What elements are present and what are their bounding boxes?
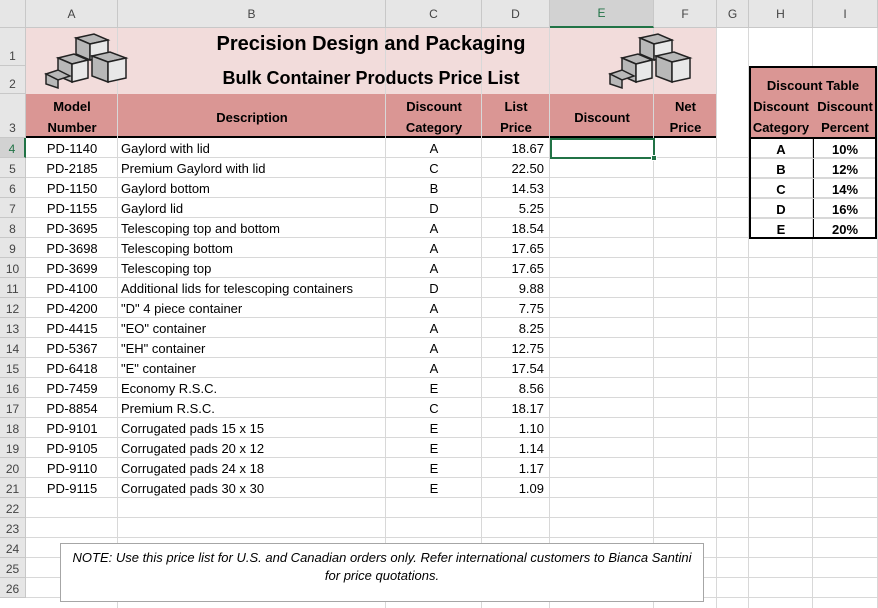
cell-model-number[interactable]: PD-4100 — [46, 280, 98, 296]
row-header-15[interactable]: 15 — [0, 358, 26, 378]
discount-table-percent[interactable]: 16% — [831, 201, 859, 217]
cell-discount-category[interactable]: A — [429, 220, 439, 236]
cell-list-price[interactable]: 1.17 — [518, 460, 544, 476]
header-description[interactable]: Description — [216, 109, 288, 125]
cell-model-number[interactable]: PD-7459 — [46, 380, 98, 396]
cell-model-number[interactable]: PD-4200 — [46, 300, 98, 316]
cell-list-price[interactable]: 17.54 — [511, 360, 544, 376]
discount-table-category[interactable]: E — [776, 221, 786, 237]
cell-model-number[interactable]: PD-1140 — [46, 140, 98, 156]
discount-table-category[interactable]: B — [776, 161, 786, 177]
row-header-19[interactable]: 19 — [0, 438, 26, 458]
cell-list-price[interactable]: 18.67 — [511, 140, 544, 156]
discount-table-category[interactable]: C — [776, 181, 786, 197]
discount-table-category[interactable]: A — [776, 141, 786, 157]
discount-table-percent[interactable]: 12% — [831, 161, 859, 177]
column-header-h[interactable]: H — [749, 0, 813, 28]
discount-table-title: Discount Table — [766, 77, 860, 93]
cell-list-price[interactable]: 9.88 — [518, 280, 544, 296]
column-header-d[interactable]: D — [482, 0, 550, 28]
select-all-corner[interactable] — [0, 0, 26, 28]
cell-model-number[interactable]: PD-1150 — [46, 180, 98, 196]
cell-list-price[interactable]: 17.65 — [511, 260, 544, 276]
cell-model-number[interactable]: PD-3699 — [46, 260, 98, 276]
cell-discount-category[interactable]: E — [429, 480, 439, 496]
row-header-23[interactable]: 23 — [0, 518, 26, 538]
cell-description[interactable]: Premium R.S.C. — [121, 400, 215, 416]
row-header-2[interactable]: 2 — [0, 66, 26, 94]
header-discount-category[interactable]: Discount Category — [405, 99, 463, 135]
cell-discount-category[interactable]: E — [429, 460, 439, 476]
cell-list-price[interactable]: 1.10 — [518, 420, 544, 436]
cell-discount-category[interactable]: B — [429, 180, 439, 196]
cell-model-number[interactable]: PD-9105 — [46, 440, 98, 456]
cell-model-number[interactable]: PD-2185 — [46, 160, 98, 176]
column-header-c[interactable]: C — [386, 0, 482, 28]
price-list-note[interactable]: NOTE: Use this price list for U.S. and Canadian orders only. Refer international customers to Bianca Santini for price quotations. — [60, 543, 704, 602]
header-net-price[interactable]: Net Price — [669, 99, 702, 135]
cell-description[interactable]: Telescoping bottom — [121, 240, 234, 256]
cell-description[interactable]: Corrugated pads 20 x 12 — [121, 440, 265, 456]
gridline-horizontal — [26, 537, 878, 538]
discount-table-percent[interactable]: 20% — [831, 221, 859, 237]
row-header-4[interactable]: 4 — [0, 138, 26, 158]
cell-discount-category[interactable]: E — [429, 380, 439, 396]
cell-list-price[interactable]: 17.65 — [511, 240, 544, 256]
cell-description[interactable]: Corrugated pads 24 x 18 — [121, 460, 265, 476]
discount-table-percent[interactable]: 10% — [831, 141, 859, 157]
discount-table-category[interactable]: D — [776, 201, 786, 217]
cell-model-number[interactable]: PD-6418 — [46, 360, 98, 376]
row-header-12[interactable]: 12 — [0, 298, 26, 318]
row-header-6[interactable]: 6 — [0, 178, 26, 198]
row-header-18[interactable]: 18 — [0, 418, 26, 438]
cell-discount-category[interactable]: E — [429, 420, 439, 436]
gridline-horizontal — [26, 517, 878, 518]
row-header-21[interactable]: 21 — [0, 478, 26, 498]
header-discount[interactable]: Discount — [574, 109, 630, 125]
row-header-5[interactable]: 5 — [0, 158, 26, 178]
cell-model-number[interactable]: PD-9101 — [46, 420, 98, 436]
cell-discount-category[interactable]: C — [429, 400, 439, 416]
fill-handle[interactable] — [651, 155, 657, 161]
row-header-9[interactable]: 9 — [0, 238, 26, 258]
cell-description[interactable]: Premium Gaylord with lid — [121, 160, 266, 176]
row-header-11[interactable]: 11 — [0, 278, 26, 298]
row-header-13[interactable]: 13 — [0, 318, 26, 338]
cell-list-price[interactable]: 5.25 — [518, 200, 544, 216]
active-cell-e4[interactable] — [550, 138, 655, 159]
column-header-b[interactable]: B — [118, 0, 386, 28]
cell-list-price[interactable]: 12.75 — [511, 340, 544, 356]
discount-table-percent[interactable]: 14% — [831, 181, 859, 197]
discount-table-col-percent: Discount Percent — [817, 99, 873, 135]
cell-model-number[interactable]: PD-1155 — [46, 200, 98, 216]
cell-list-price[interactable]: 18.54 — [511, 220, 544, 236]
column-header-i[interactable]: I — [813, 0, 878, 28]
row-header-1[interactable]: 1 — [0, 28, 26, 66]
row-header-14[interactable]: 14 — [0, 338, 26, 358]
cell-model-number[interactable]: PD-3698 — [46, 240, 98, 256]
cell-description[interactable]: "EH" container — [121, 340, 206, 356]
cell-model-number[interactable]: PD-8854 — [46, 400, 98, 416]
cell-description[interactable]: "E" container — [121, 360, 196, 376]
cell-description[interactable]: Gaylord with lid — [121, 140, 210, 156]
cell-discount-category[interactable]: A — [429, 360, 439, 376]
row-header-26[interactable]: 26 — [0, 578, 26, 598]
row-header-8[interactable]: 8 — [0, 218, 26, 238]
row-header-25[interactable]: 25 — [0, 558, 26, 578]
cell-discount-category[interactable]: A — [429, 300, 439, 316]
discount-table-col-category: Discount Category — [752, 99, 810, 135]
row-header-7[interactable]: 7 — [0, 198, 26, 218]
cell-list-price[interactable]: 1.09 — [518, 480, 544, 496]
column-header-g[interactable]: G — [717, 0, 749, 28]
cell-description[interactable]: Telescoping top and bottom — [121, 220, 280, 236]
cell-discount-category[interactable]: E — [429, 440, 439, 456]
cell-model-number[interactable]: PD-3695 — [46, 220, 98, 236]
cell-discount-category[interactable]: A — [429, 340, 439, 356]
row-header-22[interactable]: 22 — [0, 498, 26, 518]
cell-description[interactable]: Economy R.S.C. — [121, 380, 218, 396]
row-header-20[interactable]: 20 — [0, 458, 26, 478]
column-header-a[interactable]: A — [26, 0, 118, 28]
cell-discount-category[interactable]: D — [429, 200, 439, 216]
header-model-number[interactable]: Model Number — [47, 99, 97, 135]
cell-discount-category[interactable]: D — [429, 280, 439, 296]
cell-description[interactable]: Telescoping top — [121, 260, 212, 276]
header-list-price[interactable]: List Price — [500, 99, 532, 135]
cell-model-number[interactable]: PD-9115 — [46, 480, 98, 496]
cell-list-price[interactable]: 7.75 — [518, 300, 544, 316]
cell-model-number[interactable]: PD-5367 — [46, 340, 98, 356]
cell-list-price[interactable]: 1.14 — [518, 440, 544, 456]
row-header-24[interactable]: 24 — [0, 538, 26, 558]
cell-description[interactable]: Gaylord bottom — [121, 180, 210, 196]
sheet-subtitle: Bulk Container Products Price List — [222, 68, 520, 88]
cell-description[interactable]: Corrugated pads 15 x 15 — [121, 420, 265, 436]
cell-model-number[interactable]: PD-9110 — [46, 460, 98, 476]
sheet-title: Precision Design and Packaging — [216, 33, 526, 55]
row-header-16[interactable]: 16 — [0, 378, 26, 398]
cell-list-price[interactable]: 14.53 — [511, 180, 544, 196]
cell-description[interactable]: Gaylord lid — [121, 200, 184, 216]
cell-list-price[interactable]: 8.25 — [518, 320, 544, 336]
cell-discount-category[interactable]: C — [429, 160, 439, 176]
row-header-3[interactable]: 3 — [0, 94, 26, 138]
column-header-f[interactable]: F — [654, 0, 717, 28]
cell-description[interactable]: Corrugated pads 30 x 30 — [121, 480, 265, 496]
cell-discount-category[interactable]: A — [429, 140, 439, 156]
cell-description[interactable]: "D" 4 piece container — [121, 300, 243, 316]
row-header-17[interactable]: 17 — [0, 398, 26, 418]
cell-discount-category[interactable]: A — [429, 260, 439, 276]
cell-list-price[interactable]: 22.50 — [511, 160, 544, 176]
cell-model-number[interactable]: PD-4415 — [46, 320, 98, 336]
cell-description[interactable]: Additional lids for telescoping containers — [121, 280, 353, 296]
cell-discount-category[interactable]: A — [429, 320, 439, 336]
cell-description[interactable]: "EO" container — [121, 320, 207, 336]
cell-list-price[interactable]: 8.56 — [518, 380, 544, 396]
column-header-e[interactable]: E — [550, 0, 654, 28]
cell-discount-category[interactable]: A — [429, 240, 439, 256]
row-header-10[interactable]: 10 — [0, 258, 26, 278]
cell-list-price[interactable]: 18.17 — [511, 400, 544, 416]
